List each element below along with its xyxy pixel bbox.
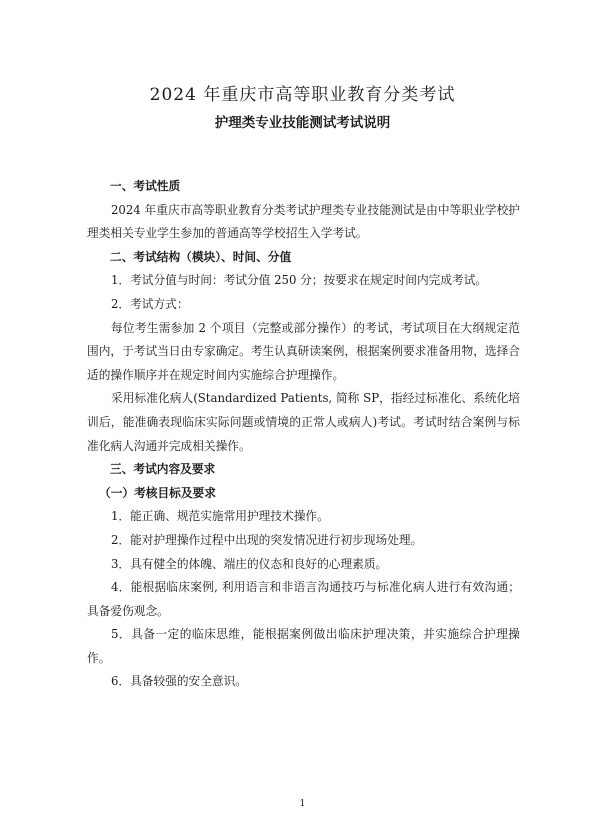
list-item: 5．具备一定的临床思维，能根据案例做出临床护理决策，并实施综合护理操作。	[87, 627, 520, 665]
section-3-subheading: （一）考核目标及要求	[99, 485, 216, 500]
list-item: 2．能对护理操作过程中出现的突发情况进行初步现场处理。	[111, 532, 423, 547]
section-2-paragraph-2: 采用标准化病人(Standardized Patients, 简称 SP，指经过标准化、系统化培训后，能准确表现临床实际问题或情境的正常人或病人)考试。考试时结合案例与标准化病人沟通并完成相关操作。	[87, 391, 520, 453]
document-subtitle: 护理类专业技能测试考试说明	[214, 115, 391, 131]
section-2-paragraph-1: 每位考生需参加 2 个项目（完整或部分操作）的考试，考试项目在大纲规定范围内，于考试当日由专家确定。考生认真研读案例，根据案例要求准备用物，选择合适的操作顺序并在规定时间内实施综合护理操作。	[87, 320, 520, 382]
list-item: 4．能根据临床案例, 利用语言和非语言沟通技巧与标准化病人进行有效沟通；具备爱伤观念。	[87, 580, 520, 618]
section-1-paragraph: 2024 年重庆市高等职业教育分类考试护理类专业技能测试是由中等职业学校护理类相关专业学生参加的普通高等学校招生入学考试。	[87, 202, 520, 241]
section-2-item-1: 1．考试分值与时间：考试分值 250 分；按要求在规定时间内完成考试。	[111, 273, 488, 288]
page-number: 1	[299, 799, 306, 809]
list-item: 3．具有健全的体魄、端庄的仪态和良好的心理素质。	[111, 556, 388, 571]
document-title: 2024 年重庆市高等职业教育分类考试	[149, 85, 456, 105]
section-3-heading: 三、考试内容及要求	[110, 462, 216, 477]
section-1-heading: 一、考试性质	[110, 179, 181, 193]
section-2-heading: 二、考试结构（模块）、时间、分值	[110, 249, 292, 264]
list-item: 1．能正确、规范实施常用护理技术操作。	[111, 509, 329, 524]
section-2-item-2: 2．考试方式：	[111, 296, 189, 311]
document-body	[87, 175, 520, 694]
list-item: 6．具备较强的安全意识。	[111, 674, 247, 689]
